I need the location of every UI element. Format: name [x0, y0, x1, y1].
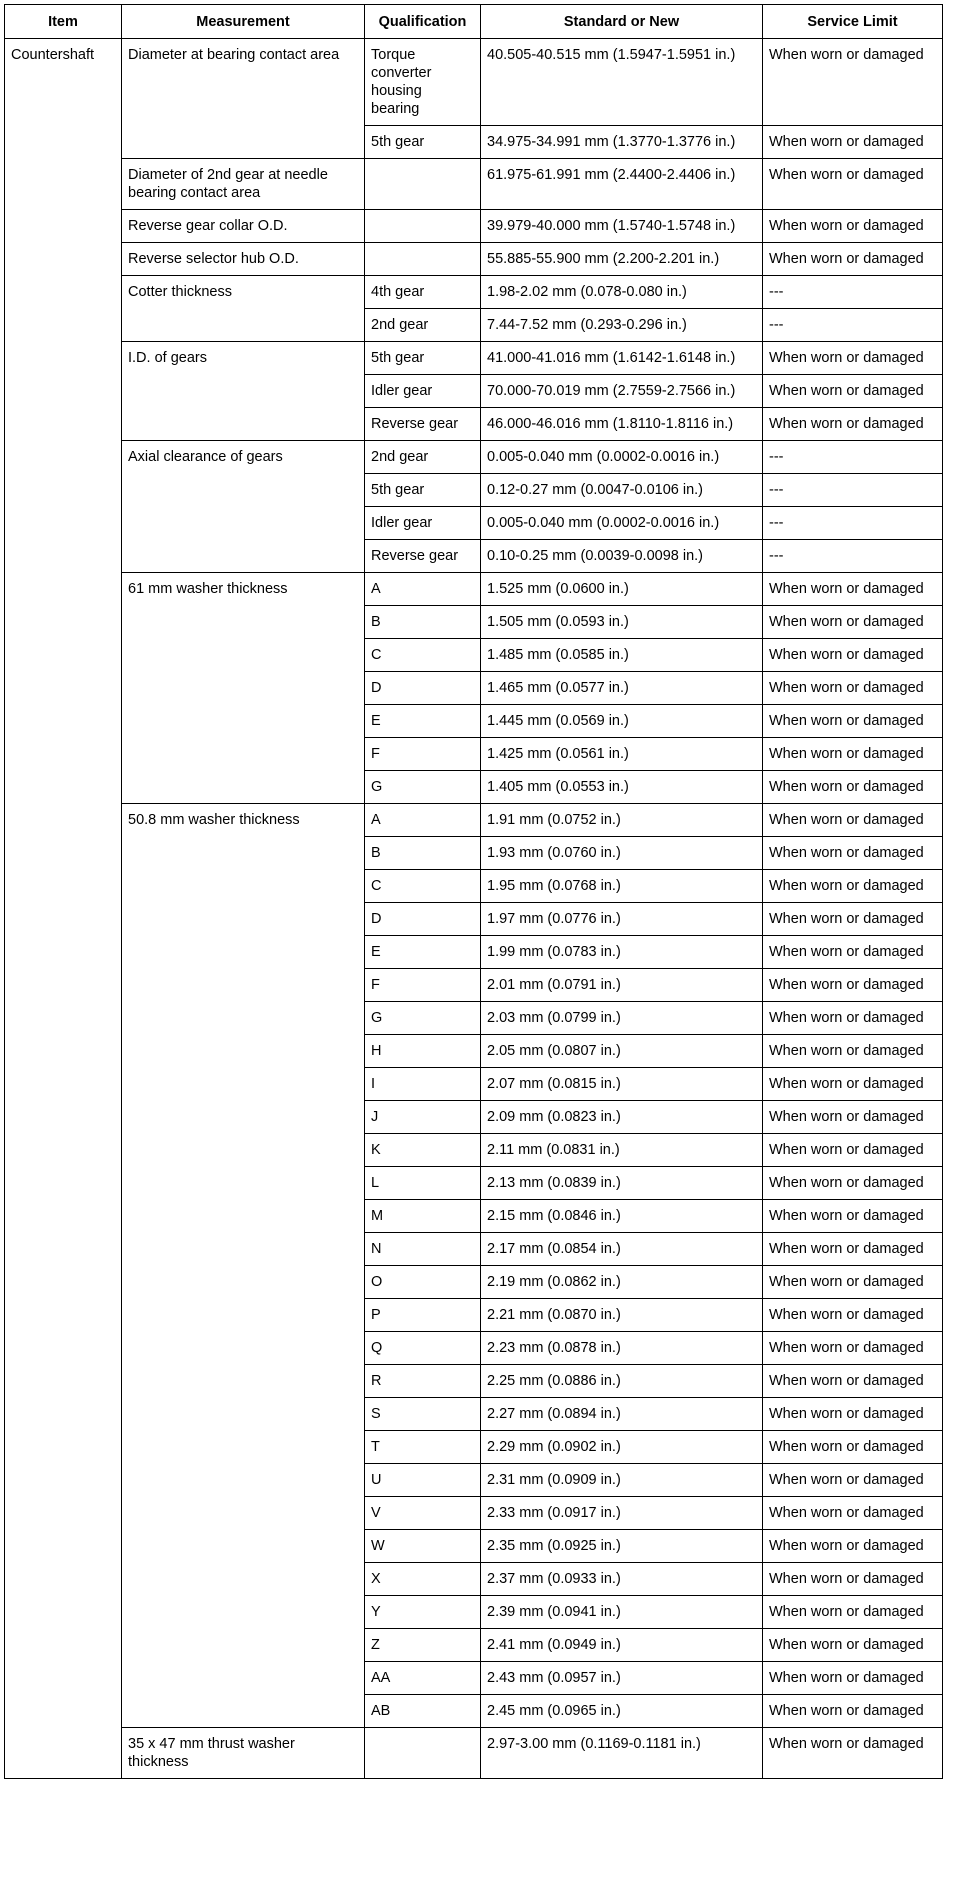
qualification-cell: N	[365, 1233, 481, 1266]
service-limit-cell: When worn or damaged	[763, 1695, 943, 1728]
header-row	[5, 5, 943, 39]
table-row	[5, 342, 943, 375]
standard-cell: 2.05 mm (0.0807 in.)	[481, 1035, 763, 1068]
table-row	[5, 804, 943, 837]
header-measurement: Measurement	[122, 5, 365, 39]
service-limit-cell: When worn or damaged	[763, 1266, 943, 1299]
standard-cell: 2.11 mm (0.0831 in.)	[481, 1134, 763, 1167]
service-limit-cell: When worn or damaged	[763, 159, 943, 210]
service-limit-cell: When worn or damaged	[763, 408, 943, 441]
service-limit-cell: When worn or damaged	[763, 1497, 943, 1530]
service-limit-cell: ---	[763, 540, 943, 573]
standard-cell: 46.000-46.016 mm (1.8110-1.8116 in.)	[481, 408, 763, 441]
qualification-cell: 5th gear	[365, 474, 481, 507]
table-row	[5, 159, 943, 210]
service-limit-cell: When worn or damaged	[763, 1134, 943, 1167]
qualification-cell: T	[365, 1431, 481, 1464]
service-limit-cell: When worn or damaged	[763, 1398, 943, 1431]
qualification-cell: Idler gear	[365, 375, 481, 408]
standard-cell: 1.405 mm (0.0553 in.)	[481, 771, 763, 804]
qualification-cell: X	[365, 1563, 481, 1596]
service-limit-cell: When worn or damaged	[763, 1233, 943, 1266]
measurement-cell: Axial clearance of gears	[122, 441, 365, 573]
table-row	[5, 243, 943, 276]
standard-cell: 1.91 mm (0.0752 in.)	[481, 804, 763, 837]
qualification-cell: U	[365, 1464, 481, 1497]
measurement-cell: 61 mm washer thickness	[122, 573, 365, 804]
service-limit-cell: When worn or damaged	[763, 210, 943, 243]
standard-cell: 41.000-41.016 mm (1.6142-1.6148 in.)	[481, 342, 763, 375]
standard-cell: 2.31 mm (0.0909 in.)	[481, 1464, 763, 1497]
service-limit-cell: When worn or damaged	[763, 639, 943, 672]
service-limit-cell: ---	[763, 309, 943, 342]
qualification-cell: I	[365, 1068, 481, 1101]
service-limit-cell: When worn or damaged	[763, 1365, 943, 1398]
qualification-cell: C	[365, 870, 481, 903]
standard-cell: 2.41 mm (0.0949 in.)	[481, 1629, 763, 1662]
service-limit-cell: When worn or damaged	[763, 870, 943, 903]
service-limit-cell: When worn or damaged	[763, 1662, 943, 1695]
standard-cell: 1.99 mm (0.0783 in.)	[481, 936, 763, 969]
qualification-cell: AB	[365, 1695, 481, 1728]
standard-cell: 34.975-34.991 mm (1.3770-1.3776 in.)	[481, 126, 763, 159]
standard-cell: 39.979-40.000 mm (1.5740-1.5748 in.)	[481, 210, 763, 243]
service-limit-cell: When worn or damaged	[763, 1629, 943, 1662]
measurement-cell: I.D. of gears	[122, 342, 365, 441]
standard-cell: 2.35 mm (0.0925 in.)	[481, 1530, 763, 1563]
qualification-cell: L	[365, 1167, 481, 1200]
service-limit-cell: When worn or damaged	[763, 672, 943, 705]
service-limit-cell: ---	[763, 441, 943, 474]
standard-cell: 1.465 mm (0.0577 in.)	[481, 672, 763, 705]
standard-cell: 1.505 mm (0.0593 in.)	[481, 606, 763, 639]
qualification-cell: M	[365, 1200, 481, 1233]
measurement-cell: Reverse gear collar O.D.	[122, 210, 365, 243]
standard-cell: 2.21 mm (0.0870 in.)	[481, 1299, 763, 1332]
service-limit-cell: When worn or damaged	[763, 1530, 943, 1563]
qualification-cell: J	[365, 1101, 481, 1134]
service-limit-cell: When worn or damaged	[763, 1464, 943, 1497]
standard-cell: 2.43 mm (0.0957 in.)	[481, 1662, 763, 1695]
header-qualification: Qualification	[365, 5, 481, 39]
qualification-cell: Z	[365, 1629, 481, 1662]
service-limit-cell: ---	[763, 507, 943, 540]
standard-cell: 2.15 mm (0.0846 in.)	[481, 1200, 763, 1233]
service-limit-cell: When worn or damaged	[763, 705, 943, 738]
service-limit-cell: When worn or damaged	[763, 969, 943, 1002]
qualification-cell: 4th gear	[365, 276, 481, 309]
standard-cell: 1.97 mm (0.0776 in.)	[481, 903, 763, 936]
service-limit-cell: When worn or damaged	[763, 1068, 943, 1101]
standard-cell: 2.17 mm (0.0854 in.)	[481, 1233, 763, 1266]
standard-cell: 2.39 mm (0.0941 in.)	[481, 1596, 763, 1629]
table-row	[5, 210, 943, 243]
qualification-cell: E	[365, 705, 481, 738]
qualification-cell: B	[365, 837, 481, 870]
qualification-cell: 5th gear	[365, 126, 481, 159]
service-limit-cell: When worn or damaged	[763, 738, 943, 771]
measurement-cell: Cotter thickness	[122, 276, 365, 342]
qualification-cell: Reverse gear	[365, 408, 481, 441]
item-cell: Countershaft	[5, 39, 122, 1779]
measurement-cell: 50.8 mm washer thickness	[122, 804, 365, 1728]
qualification-cell: F	[365, 738, 481, 771]
qualification-cell	[365, 1728, 481, 1779]
qualification-cell: G	[365, 1002, 481, 1035]
header-standard: Standard or New	[481, 5, 763, 39]
service-limit-cell: When worn or damaged	[763, 573, 943, 606]
standard-cell: 0.10-0.25 mm (0.0039-0.0098 in.)	[481, 540, 763, 573]
standard-cell: 2.03 mm (0.0799 in.)	[481, 1002, 763, 1035]
service-limit-cell: When worn or damaged	[763, 1332, 943, 1365]
standard-cell: 7.44-7.52 mm (0.293-0.296 in.)	[481, 309, 763, 342]
qualification-cell: A	[365, 804, 481, 837]
qualification-cell: O	[365, 1266, 481, 1299]
service-limit-cell: When worn or damaged	[763, 1002, 943, 1035]
qualification-cell: S	[365, 1398, 481, 1431]
standard-cell: 0.005-0.040 mm (0.0002-0.0016 in.)	[481, 441, 763, 474]
standard-cell: 2.97-3.00 mm (0.1169-0.1181 in.)	[481, 1728, 763, 1779]
standard-cell: 2.25 mm (0.0886 in.)	[481, 1365, 763, 1398]
standard-cell: 1.95 mm (0.0768 in.)	[481, 870, 763, 903]
table-row	[5, 1728, 943, 1779]
standard-cell: 1.98-2.02 mm (0.078-0.080 in.)	[481, 276, 763, 309]
standard-cell: 2.09 mm (0.0823 in.)	[481, 1101, 763, 1134]
table-row	[5, 39, 943, 126]
standard-cell: 0.005-0.040 mm (0.0002-0.0016 in.)	[481, 507, 763, 540]
standard-cell: 2.45 mm (0.0965 in.)	[481, 1695, 763, 1728]
service-limit-cell: When worn or damaged	[763, 1728, 943, 1779]
service-limit-cell: When worn or damaged	[763, 1035, 943, 1068]
table-body	[5, 39, 943, 1779]
standard-cell: 2.33 mm (0.0917 in.)	[481, 1497, 763, 1530]
standard-cell: 2.29 mm (0.0902 in.)	[481, 1431, 763, 1464]
service-limit-cell: ---	[763, 276, 943, 309]
service-limit-cell: When worn or damaged	[763, 243, 943, 276]
table-row	[5, 573, 943, 606]
qualification-cell: D	[365, 903, 481, 936]
qualification-cell	[365, 210, 481, 243]
standard-cell: 1.485 mm (0.0585 in.)	[481, 639, 763, 672]
service-limit-cell: When worn or damaged	[763, 342, 943, 375]
qualification-cell: D	[365, 672, 481, 705]
standard-cell: 40.505-40.515 mm (1.5947-1.5951 in.)	[481, 39, 763, 126]
header-service-limit: Service Limit	[763, 5, 943, 39]
standard-cell: 2.37 mm (0.0933 in.)	[481, 1563, 763, 1596]
standard-cell: 1.445 mm (0.0569 in.)	[481, 705, 763, 738]
standard-cell: 2.27 mm (0.0894 in.)	[481, 1398, 763, 1431]
qualification-cell: W	[365, 1530, 481, 1563]
qualification-cell: A	[365, 573, 481, 606]
qualification-cell	[365, 243, 481, 276]
qualification-cell: 2nd gear	[365, 441, 481, 474]
measurement-cell: 35 x 47 mm thrust washer thickness	[122, 1728, 365, 1779]
qualification-cell: F	[365, 969, 481, 1002]
table-row	[5, 441, 943, 474]
measurement-cell: Reverse selector hub O.D.	[122, 243, 365, 276]
qualification-cell: K	[365, 1134, 481, 1167]
service-limit-cell: When worn or damaged	[763, 936, 943, 969]
standard-cell: 2.01 mm (0.0791 in.)	[481, 969, 763, 1002]
specifications-table	[4, 4, 943, 1779]
service-limit-cell: When worn or damaged	[763, 837, 943, 870]
standard-cell: 2.07 mm (0.0815 in.)	[481, 1068, 763, 1101]
service-limit-cell: When worn or damaged	[763, 1167, 943, 1200]
qualification-cell: Q	[365, 1332, 481, 1365]
qualification-cell: G	[365, 771, 481, 804]
service-limit-cell: When worn or damaged	[763, 771, 943, 804]
service-limit-cell: When worn or damaged	[763, 903, 943, 936]
qualification-cell: C	[365, 639, 481, 672]
service-limit-cell: When worn or damaged	[763, 375, 943, 408]
qualification-cell: P	[365, 1299, 481, 1332]
qualification-cell: 5th gear	[365, 342, 481, 375]
standard-cell: 55.885-55.900 mm (2.200-2.201 in.)	[481, 243, 763, 276]
service-limit-cell: When worn or damaged	[763, 606, 943, 639]
qualification-cell: E	[365, 936, 481, 969]
service-limit-cell: When worn or damaged	[763, 1596, 943, 1629]
standard-cell: 0.12-0.27 mm (0.0047-0.0106 in.)	[481, 474, 763, 507]
service-limit-cell: When worn or damaged	[763, 126, 943, 159]
service-limit-cell: When worn or damaged	[763, 1431, 943, 1464]
qualification-cell: H	[365, 1035, 481, 1068]
service-limit-cell: ---	[763, 474, 943, 507]
service-limit-cell: When worn or damaged	[763, 1101, 943, 1134]
qualification-cell: Reverse gear	[365, 540, 481, 573]
qualification-cell: 2nd gear	[365, 309, 481, 342]
qualification-cell: R	[365, 1365, 481, 1398]
standard-cell: 1.425 mm (0.0561 in.)	[481, 738, 763, 771]
measurement-cell: Diameter of 2nd gear at needle bearing contact area	[122, 159, 365, 210]
standard-cell: 1.525 mm (0.0600 in.)	[481, 573, 763, 606]
qualification-cell: B	[365, 606, 481, 639]
service-limit-cell: When worn or damaged	[763, 804, 943, 837]
qualification-cell: AA	[365, 1662, 481, 1695]
service-limit-cell: When worn or damaged	[763, 39, 943, 126]
service-limit-cell: When worn or damaged	[763, 1299, 943, 1332]
qualification-cell: Y	[365, 1596, 481, 1629]
service-limit-cell: When worn or damaged	[763, 1563, 943, 1596]
header-item: Item	[5, 5, 122, 39]
standard-cell: 1.93 mm (0.0760 in.)	[481, 837, 763, 870]
standard-cell: 2.13 mm (0.0839 in.)	[481, 1167, 763, 1200]
qualification-cell	[365, 159, 481, 210]
service-limit-cell: When worn or damaged	[763, 1200, 943, 1233]
qualification-cell: V	[365, 1497, 481, 1530]
table-row	[5, 276, 943, 309]
standard-cell: 61.975-61.991 mm (2.4400-2.4406 in.)	[481, 159, 763, 210]
measurement-cell: Diameter at bearing contact area	[122, 39, 365, 159]
qualification-cell: Torque converter housing bearing	[365, 39, 481, 126]
qualification-cell: Idler gear	[365, 507, 481, 540]
standard-cell: 2.19 mm (0.0862 in.)	[481, 1266, 763, 1299]
standard-cell: 2.23 mm (0.0878 in.)	[481, 1332, 763, 1365]
standard-cell: 70.000-70.019 mm (2.7559-2.7566 in.)	[481, 375, 763, 408]
